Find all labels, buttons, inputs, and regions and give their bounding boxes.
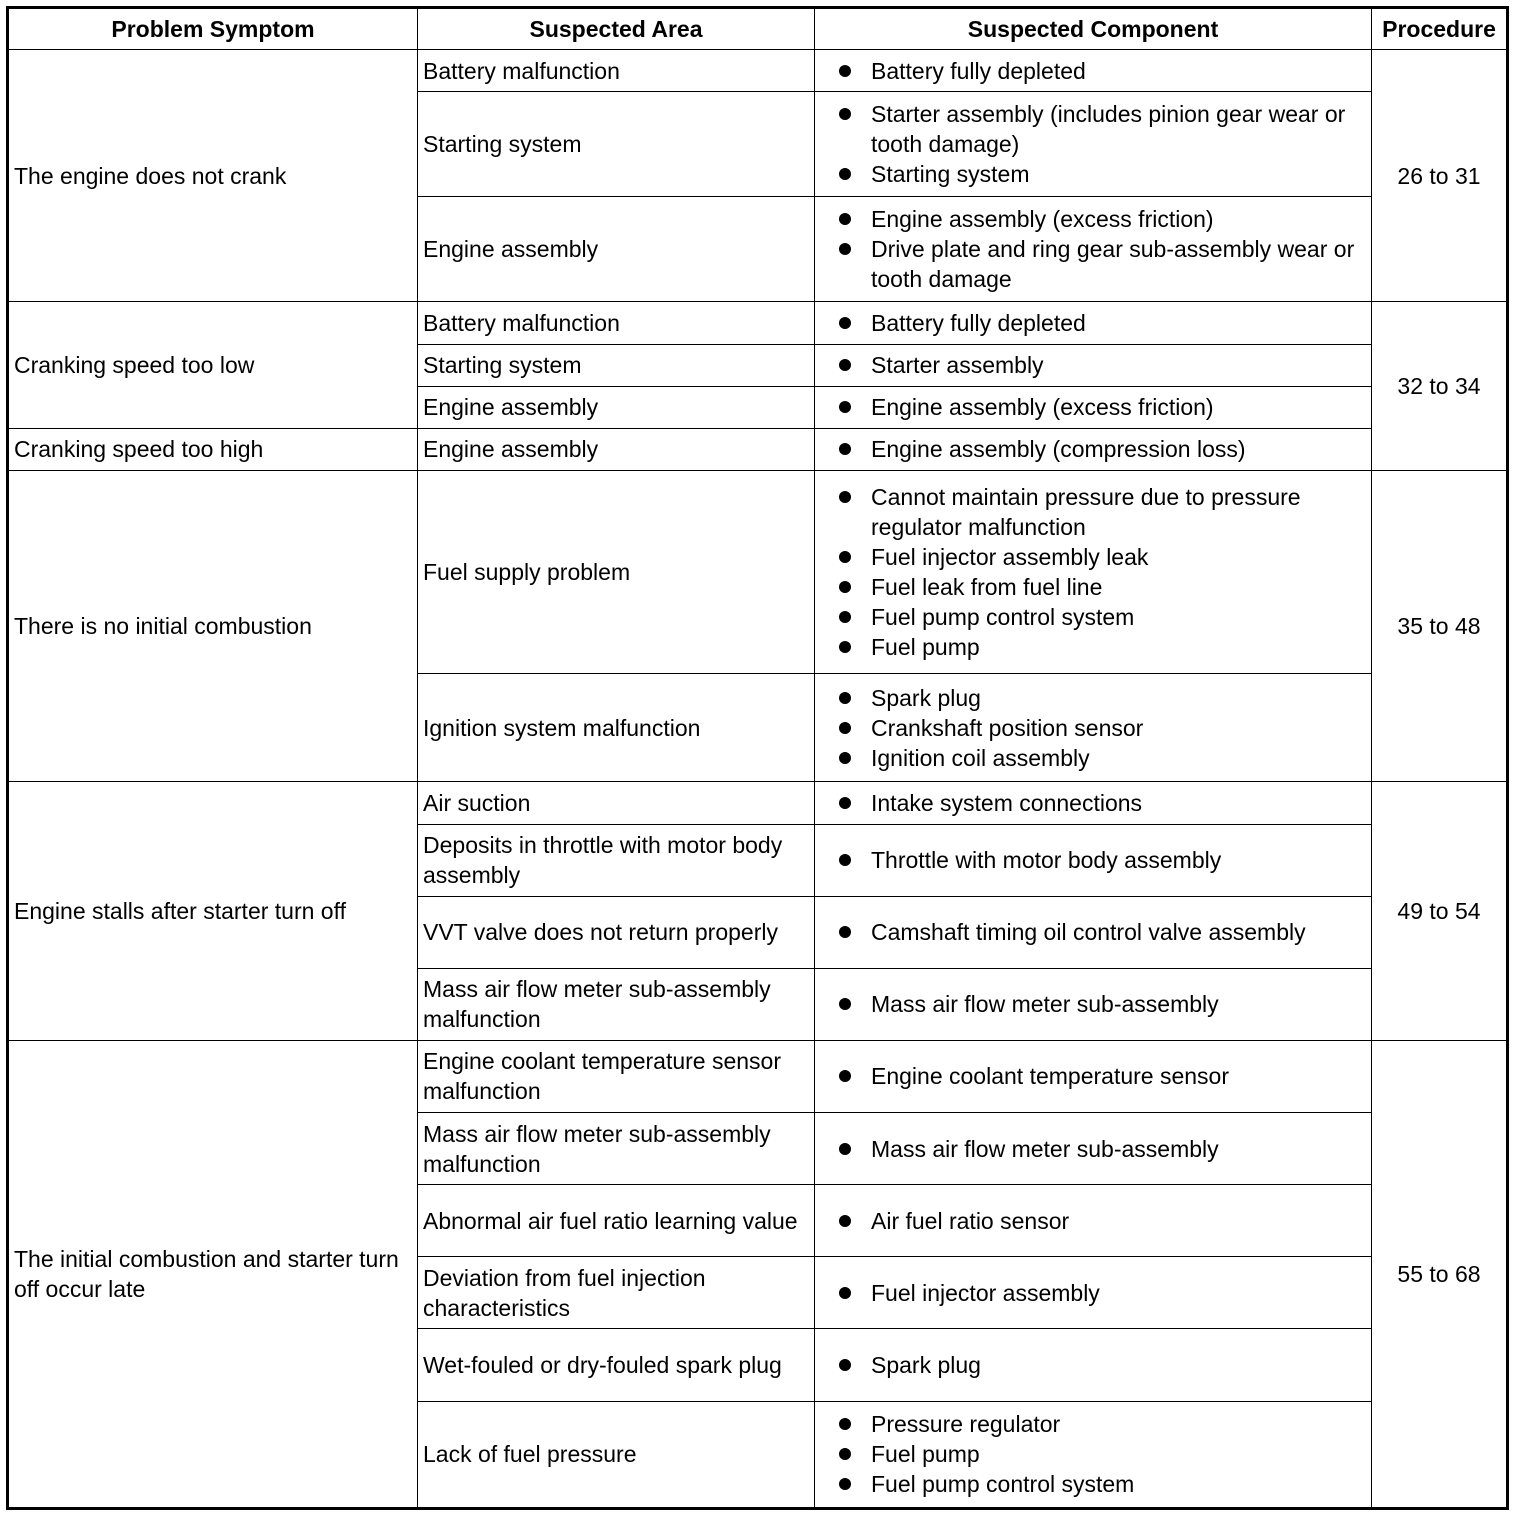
list-item	[835, 56, 1367, 86]
troubleshooting-table	[6, 6, 1509, 1510]
suspected-component-cell	[815, 824, 1372, 896]
suspected-component-cell	[815, 302, 1372, 344]
component-list	[835, 1206, 1367, 1236]
table-body	[8, 50, 1508, 1509]
list-item	[835, 234, 1367, 294]
suspected-area-cell: Starting system	[418, 344, 815, 386]
suspected-component-cell	[815, 896, 1372, 968]
suspected-area-cell: Abnormal air fuel ratio learning value	[418, 1185, 815, 1257]
bullet-icon	[839, 1418, 851, 1430]
suspected-area-cell: Battery malfunction	[418, 302, 815, 344]
list-item	[835, 1061, 1367, 1091]
bullet-icon	[839, 359, 851, 371]
procedure-cell: 55 to 68	[1372, 1040, 1508, 1508]
component-text: Fuel pump control system	[871, 1471, 1135, 1498]
bullet-icon	[839, 611, 851, 623]
table-row	[8, 302, 1508, 344]
bullet-icon	[839, 581, 851, 593]
list-item	[835, 989, 1367, 1019]
header-suspected-component: Suspected Component	[815, 8, 1372, 50]
component-list	[835, 989, 1367, 1019]
suspected-component-cell	[815, 1040, 1372, 1112]
suspected-component-cell	[815, 197, 1372, 302]
component-list	[835, 308, 1367, 338]
component-list	[835, 683, 1367, 773]
table-row	[8, 470, 1508, 673]
component-text: Starter assembly (includes pinion gear wear or tooth damage)	[871, 101, 1346, 158]
suspected-component-cell	[815, 1329, 1372, 1401]
table-row	[8, 428, 1508, 470]
bullet-icon	[839, 108, 851, 120]
component-text: Battery fully depleted	[871, 57, 1086, 84]
suspected-component-cell	[815, 428, 1372, 470]
bullet-icon	[839, 168, 851, 180]
list-item	[835, 683, 1367, 713]
component-text: Engine assembly (compression loss)	[871, 436, 1246, 463]
suspected-area-cell: Fuel supply problem	[418, 470, 815, 673]
component-list	[835, 99, 1367, 189]
component-text: Drive plate and ring gear sub-assembly wear or tooth damage	[871, 236, 1355, 293]
bullet-icon	[839, 752, 851, 764]
component-list	[835, 1409, 1367, 1499]
bullet-icon	[839, 1070, 851, 1082]
component-text: Pressure regulator	[871, 1411, 1061, 1438]
list-item	[835, 1278, 1367, 1308]
bullet-icon	[839, 401, 851, 413]
bullet-icon	[839, 1359, 851, 1371]
component-text: Spark plug	[871, 684, 981, 711]
component-list	[835, 392, 1367, 422]
component-text: Camshaft timing oil control valve assembly	[871, 919, 1306, 946]
header-procedure: Procedure	[1372, 8, 1508, 50]
bullet-icon	[839, 854, 851, 866]
bullet-icon	[839, 491, 851, 503]
header-suspected-area: Suspected Area	[418, 8, 815, 50]
component-list	[835, 434, 1367, 464]
suspected-component-cell	[815, 1257, 1372, 1329]
procedure-cell: 49 to 54	[1372, 782, 1508, 1041]
component-list	[835, 350, 1367, 380]
suspected-area-cell: Battery malfunction	[418, 50, 815, 92]
component-list	[835, 56, 1367, 86]
component-text: Engine coolant temperature sensor	[871, 1063, 1229, 1090]
suspected-component-cell	[815, 50, 1372, 92]
bullet-icon	[839, 926, 851, 938]
procedure-cell: 26 to 31	[1372, 50, 1508, 302]
bullet-icon	[839, 213, 851, 225]
list-item	[835, 204, 1367, 234]
list-item	[835, 743, 1367, 773]
suspected-area-cell: Lack of fuel pressure	[418, 1401, 815, 1508]
suspected-area-cell: Engine coolant temperature sensor malfunction	[418, 1040, 815, 1112]
component-list	[835, 1350, 1367, 1380]
problem-symptom-cell: Engine stalls after starter turn off	[8, 782, 418, 1041]
bullet-icon	[839, 1448, 851, 1460]
suspected-component-cell	[815, 674, 1372, 782]
list-item	[835, 632, 1367, 662]
component-text: Fuel injector assembly leak	[871, 544, 1149, 570]
suspected-area-cell: Mass air flow meter sub-assembly malfunction	[418, 968, 815, 1040]
component-text: Fuel injector assembly	[871, 1279, 1100, 1306]
bullet-icon	[839, 243, 851, 255]
list-item	[835, 1206, 1367, 1236]
component-list	[835, 1278, 1367, 1308]
problem-symptom-cell: Cranking speed too low	[8, 302, 418, 428]
component-list	[835, 1061, 1367, 1091]
procedure-cell: 35 to 48	[1372, 470, 1508, 782]
suspected-area-cell: Engine assembly	[418, 386, 815, 428]
list-item	[835, 308, 1367, 338]
header-row	[8, 8, 1508, 50]
component-text: Starter assembly	[871, 352, 1044, 379]
component-text: Spark plug	[871, 1352, 981, 1379]
header-problem-symptom: Problem Symptom	[8, 8, 418, 50]
list-item	[835, 99, 1367, 159]
suspected-component-cell	[815, 344, 1372, 386]
component-text: Fuel pump	[871, 1441, 980, 1468]
component-text: Crankshaft position sensor	[871, 714, 1144, 741]
list-item	[835, 1469, 1367, 1499]
component-list	[835, 917, 1367, 947]
list-item	[835, 350, 1367, 380]
suspected-component-cell	[815, 470, 1372, 673]
bullet-icon	[839, 317, 851, 329]
suspected-area-cell: Deposits in throttle with motor body assembly	[418, 824, 815, 896]
component-text: Fuel pump control system	[871, 604, 1135, 630]
component-list	[835, 204, 1367, 294]
suspected-component-cell	[815, 92, 1372, 197]
bullet-icon	[839, 641, 851, 653]
suspected-area-cell: Mass air flow meter sub-assembly malfunction	[418, 1113, 815, 1185]
component-text: Fuel pump	[871, 634, 980, 660]
list-item	[835, 788, 1367, 818]
bullet-icon	[839, 1143, 851, 1155]
suspected-area-cell: Engine assembly	[418, 197, 815, 302]
bullet-icon	[839, 797, 851, 809]
list-item	[835, 434, 1367, 464]
suspected-area-cell: Engine assembly	[418, 428, 815, 470]
suspected-component-cell	[815, 968, 1372, 1040]
procedure-cell: 32 to 34	[1372, 302, 1508, 470]
bullet-icon	[839, 998, 851, 1010]
component-list	[835, 788, 1367, 818]
table-row	[8, 50, 1508, 92]
suspected-area-cell: Ignition system malfunction	[418, 674, 815, 782]
bullet-icon	[839, 1287, 851, 1299]
problem-symptom-cell: Cranking speed too high	[8, 428, 418, 470]
list-item	[835, 392, 1367, 422]
bullet-icon	[839, 722, 851, 734]
suspected-component-cell	[815, 1401, 1372, 1508]
component-text: Cannot maintain pressure due to pressure regulator malfunction	[871, 484, 1301, 540]
list-item	[835, 1350, 1367, 1380]
list-item	[835, 602, 1367, 632]
component-list	[835, 1134, 1367, 1164]
bullet-icon	[839, 443, 851, 455]
list-item	[835, 572, 1367, 602]
component-text: Mass air flow meter sub-assembly	[871, 1135, 1219, 1162]
table-row	[8, 1040, 1508, 1112]
bullet-icon	[839, 1478, 851, 1490]
list-item	[835, 1409, 1367, 1439]
suspected-area-cell: Wet-fouled or dry-fouled spark plug	[418, 1329, 815, 1401]
list-item	[835, 542, 1367, 572]
list-item	[835, 845, 1367, 875]
list-item	[835, 1134, 1367, 1164]
component-list	[835, 482, 1367, 662]
list-item	[835, 713, 1367, 743]
component-list	[835, 845, 1367, 875]
component-text: Battery fully depleted	[871, 310, 1086, 337]
suspected-component-cell	[815, 782, 1372, 824]
problem-symptom-cell: The engine does not crank	[8, 50, 418, 302]
problem-symptom-cell: There is no initial combustion	[8, 470, 418, 782]
problem-symptom-cell: The initial combustion and starter turn off occur late	[8, 1040, 418, 1508]
suspected-area-cell: Air suction	[418, 782, 815, 824]
component-text: Intake system connections	[871, 789, 1143, 816]
component-text: Engine assembly (excess friction)	[871, 394, 1214, 421]
component-text: Mass air flow meter sub-assembly	[871, 991, 1219, 1018]
suspected-area-cell: VVT valve does not return properly	[418, 896, 815, 968]
list-item	[835, 159, 1367, 189]
list-item	[835, 482, 1367, 542]
suspected-area-cell: Starting system	[418, 92, 815, 197]
table-row	[8, 782, 1508, 824]
suspected-component-cell	[815, 1113, 1372, 1185]
component-text: Engine assembly (excess friction)	[871, 206, 1214, 233]
component-text: Fuel leak from fuel line	[871, 574, 1103, 600]
bullet-icon	[839, 65, 851, 77]
component-text: Air fuel ratio sensor	[871, 1207, 1070, 1234]
component-text: Throttle with motor body assembly	[871, 847, 1222, 874]
component-text: Starting system	[871, 161, 1030, 188]
list-item	[835, 917, 1367, 947]
suspected-component-cell	[815, 386, 1372, 428]
suspected-component-cell	[815, 1185, 1372, 1257]
suspected-area-cell: Deviation from fuel injection characteristics	[418, 1257, 815, 1329]
bullet-icon	[839, 1215, 851, 1227]
list-item	[835, 1439, 1367, 1469]
component-text: Ignition coil assembly	[871, 744, 1090, 771]
bullet-icon	[839, 551, 851, 563]
bullet-icon	[839, 692, 851, 704]
